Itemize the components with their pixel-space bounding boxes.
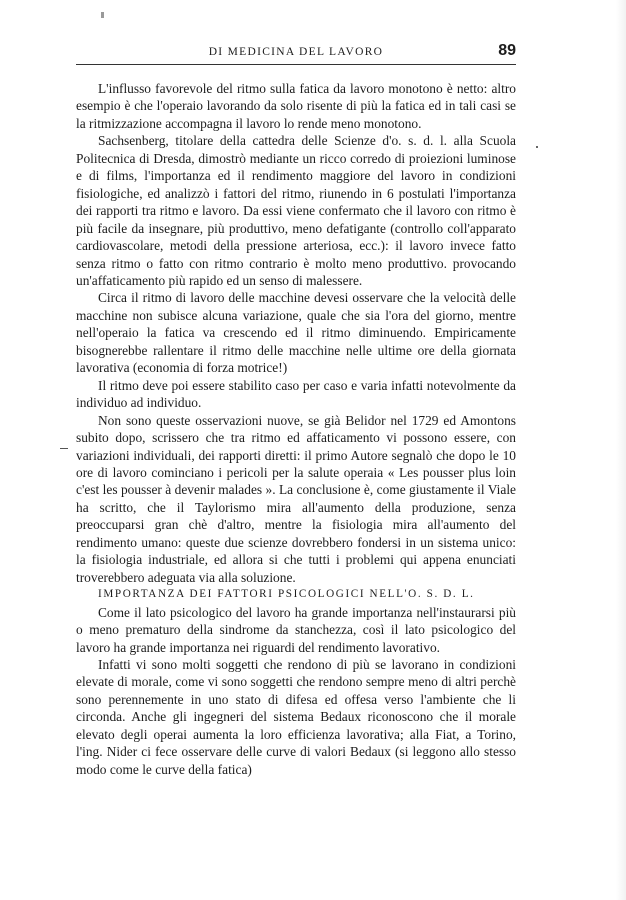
paragraph: L'influsso favorevole del ritmo sulla fatica da lavoro monotono è netto: altro esempio è che l'operaio lavorando da solo risente di più la fatica ed in tali casi se la ritmizzazione accompagna il lavoro lo rende meno monotono. — [76, 81, 516, 131]
margin-mark — [60, 448, 68, 449]
scan-speck — [101, 12, 104, 18]
paragraph: Infatti vi sono molti soggetti che rendono di più se lavorano in condizioni elevate di morale, come vi sono soggetti che rendono sempre meno di altri perchè sono perennemente in uno stato di difesa ed offesa verso l'ambiente che li circonda. Anche gli ingegneri del sistema Bedaux riconoscono che il morale elevato degli operai aumenta la loro efficienza lavorativa; alla Fiat, a Torino, l'ing. Nider ci fece osservare delle curve di valori Bedaux (si leggono allo stesso modo come le curve della fatica) — [76, 656, 516, 777]
running-head: DI MEDICINA DEL LAVORO — [208, 46, 384, 58]
page-number: 89 — [498, 42, 516, 59]
page-header — [76, 42, 516, 65]
body-text — [76, 80, 516, 778]
scan-speck — [536, 146, 538, 148]
paragraph: Come il lato psicologico del lavoro ha grande importanza nell'instaurarsi più o meno prematuro della sindrome da stanchezza, così il lato psicologico del lavoro ha grande importanza nei riguardi del rendimento lavorativo. — [76, 604, 516, 655]
paragraph: Non sono queste osservazioni nuove, se già Belidor nel 1729 ed Amontons subito dopo, scrissero che tra ritmo ed affaticamento vi possono essere, con variazioni individuali, dei rapporti diretti: il primo Autore segnalò che dopo le 10 ore di lavoro cominciano i pericoli per la salute operaia « Les pousser plus loin c'est les pousser à devenir malades ». La conclusione è, come giustamente il Viale ha scritto, che il Taylorismo mira all'aumento della produzione, senza preoccuparsi gran chè d'altro, mentre la fisiologia mira all'aumento del rendimento umano: queste due scienze dovrebbero fondersi in un sistema unico: la fisiologia industriale, ed allora si che tutti i problemi qui appena enunciati troverebbero adeguata via alla soluzione. — [76, 412, 516, 585]
scan-edge-shadow — [616, 0, 626, 900]
paragraph: Sachsenberg, titolare della cattedra delle Scienze d'o. s. d. l. alla Scuola Politecnica di Dresda, dimostrò mediante un ricco corredo di proiezioni luminose e di films, l'importanza ed il rendimento maggiore del lavoro in condizioni fisiologiche, ed analizzò i fattori del ritmo, riunendo in 6 postulati l'importanza dei rapporti tra ritmo e lavoro. Da essi viene confermato che il lavoro con ritmo è più facile da insegnare, più produttivo, meno defatigante (controllo coll'apparato cardiovascolare, metodi della pressione arteriosa, ecc.): il lavoro invece fatto senza ritmo o fatto con ritmo contrario è molto meno produttivo. provocando un'affaticamento più rapido ed un senso di malessere. — [76, 133, 516, 288]
paragraph: Il ritmo deve poi essere stabilito caso per caso e varia infatti notevolmente da individuo ad individuo. — [76, 377, 516, 411]
section-heading: IMPORTANZA DEI FATTORI PSICOLOGICI NELL'O. S. D. L. — [98, 588, 475, 601]
paragraph: Circa il ritmo di lavoro delle macchine devesi osservare che la velocità delle macchine non subisce alcuna variazione, quale che sia l'ora del giorno, mentre nell'operaio la fatica va crescendo ed il ritmo diminuendo. Empiricamente bisognerebbe rallentare il ritmo delle macchine nelle ultime ore della giornata lavorativa (economia di forza motrice!) — [76, 290, 516, 376]
